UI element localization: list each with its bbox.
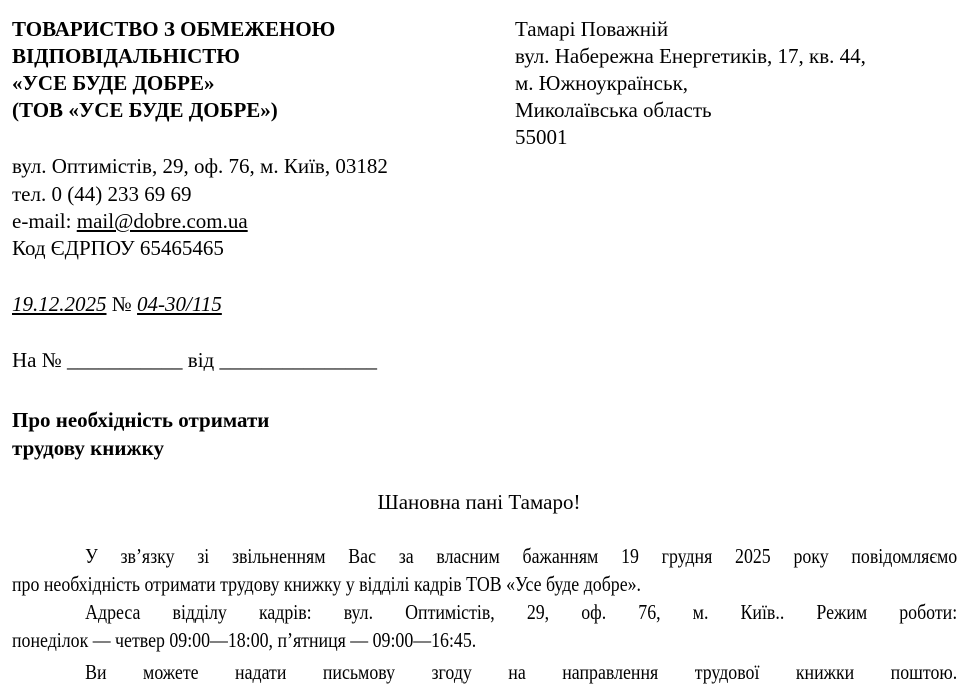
letter-number: 04-30/115 <box>137 292 222 316</box>
body-line: понеділок — четвер 09:00—18:00, п’ятниця — 09:00—16:45. <box>12 628 477 652</box>
recipient-name: Тамарі Поважній <box>515 17 669 41</box>
sender-email-line <box>12 208 248 235</box>
body-line: Адреса відділу кадрів: вул. Оптимістів, 29, оф. 76, м. Київ.. Режим роботи: <box>85 600 958 624</box>
subject-line: Про необхідність отримати <box>12 408 270 432</box>
body-line: про необхідність отримати трудову книжку у відділі кадрів ТОВ «Усе буде добре». <box>12 572 642 596</box>
recipient-street: вул. Набережна Енергетиків, 17, кв. 44, <box>515 44 866 68</box>
company-name-line: ТОВАРИСТВО З ОБМЕЖЕНОЮ <box>12 17 336 41</box>
company-name-line: ВІДПОВІДАЛЬНІСТЮ <box>12 44 240 68</box>
reply-from-label: від <box>182 348 220 372</box>
letter-reference <box>12 291 222 318</box>
recipient-postcode: 55001 <box>515 125 568 149</box>
sender-address: вул. Оптимістів, 29, оф. 76, м. Київ, 03182 <box>12 154 388 178</box>
recipient-region: Миколаївська область <box>515 98 712 122</box>
sender-phone: тел. 0 (44) 233 69 69 <box>12 182 192 206</box>
number-sign: № <box>106 292 138 316</box>
sender-edrpou: Код ЄДРПОУ 65465465 <box>12 236 224 260</box>
letter-date: 19.12.2025 <box>12 292 107 316</box>
reply-prefix: На № <box>12 348 68 372</box>
body-line: Ви можете надати письмову згоду на направлення трудової книжки поштою. <box>85 660 958 684</box>
reply-date-blank: _______________ <box>219 348 377 372</box>
reply-number-blank: ___________ <box>67 348 183 372</box>
email-label: e-mail: <box>12 209 77 233</box>
greeting: Шановна пані Тамаро! <box>377 490 581 514</box>
body-line: У зв’язку зі звільненням Вас за власним бажанням 19 грудня 2025 року повідомляємо <box>85 544 958 568</box>
company-short-name: (ТОВ «УСЕ БУДЕ ДОБРЕ») <box>12 98 278 122</box>
reply-reference <box>12 347 377 374</box>
subject-line: трудову книжку <box>12 436 164 460</box>
recipient-city: м. Южноукраїнськ, <box>515 71 689 95</box>
company-name-line: «УСЕ БУДЕ ДОБРЕ» <box>12 71 215 95</box>
email-link[interactable]: mail@dobre.com.ua <box>76 209 248 233</box>
